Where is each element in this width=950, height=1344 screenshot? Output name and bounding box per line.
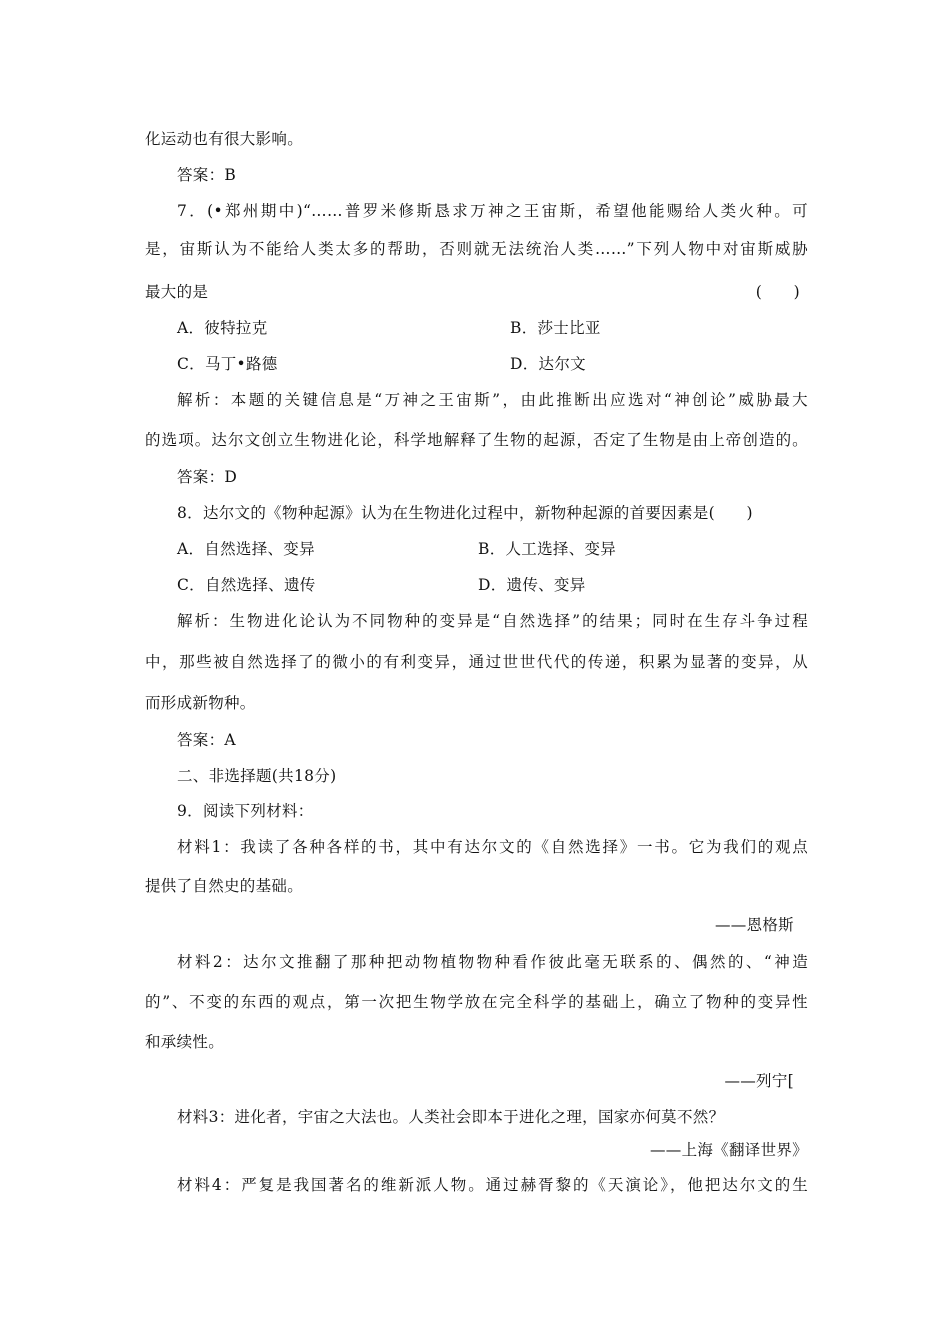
options-row-2 xyxy=(177,575,840,595)
question-9-line-1: 9．阅读下列材料： xyxy=(177,802,314,820)
text-line: 化运动也有很大影响。 xyxy=(145,130,304,148)
explanation-line-2: 中，那些被自然选择了的微小的有利变异，通过世世代代的传递，积累为显著的变异，从 xyxy=(145,653,808,671)
explanation-line-3: 而形成新物种。 xyxy=(145,694,256,712)
option-c: C．自然选择、遗传 xyxy=(177,576,316,594)
explanation-line-2: 的选项。达尔文创立生物进化论，科学地解释了生物的起源，否定了生物是由上帝创造的。 xyxy=(145,431,808,449)
options-row-1 xyxy=(177,539,840,559)
material-3-source: ——上海《翻译世界》 xyxy=(649,1141,808,1159)
answer-line: 答案：B xyxy=(177,166,237,184)
option-c: C．马丁•路德 xyxy=(177,355,278,373)
option-d: D．遗传、变异 xyxy=(478,576,586,594)
option-b: B．莎士比亚 xyxy=(510,319,601,337)
option-a: A．自然选择、变异 xyxy=(177,540,315,558)
material-3-line-1: 材料3：进化者，宇宙之大法也。人类社会即本于进化之理，国家亦何莫不然？ xyxy=(177,1108,725,1126)
option-b: B．人工选择、变异 xyxy=(478,540,617,558)
question-7-line-2: 是，宙斯认为不能给人类太多的帮助，否则就无法统治人类……”下列人物中对宙斯威胁 xyxy=(145,240,808,258)
option-d: D．达尔文 xyxy=(510,355,586,373)
answer-line: 答案：D xyxy=(177,468,238,486)
question-7-line-1: 7．(•郑州期中)“……普罗米修斯恳求万神之王宙斯，希望他能赐给人类火种。可 xyxy=(177,202,808,220)
question-7-stem-end: 最大的是 xyxy=(145,283,209,301)
question-7-line-3 xyxy=(145,282,808,302)
option-a: A．彼特拉克 xyxy=(177,319,268,337)
answer-line: 答案：A xyxy=(177,731,236,749)
answer-bracket: ( ) xyxy=(755,283,800,301)
material-2-line-2: 的”、不变的东西的观点，第一次把生物学放在完全科学的基础上，确立了物种的变异性 xyxy=(145,993,808,1011)
material-4-line-1: 材料4：严复是我国著名的维新派人物。通过赫胥黎的《天演论》，他把达尔文的生 xyxy=(177,1176,808,1194)
material-2-source: ——列宁[ xyxy=(724,1072,794,1090)
options-row-2 xyxy=(177,354,840,374)
material-2-line-3: 和承续性。 xyxy=(145,1033,225,1051)
explanation-line-1: 解析：本题的关键信息是“万神之王宙斯”，由此推断出应选对“神创论”威胁最大 xyxy=(177,391,808,409)
options-row-1 xyxy=(177,318,840,338)
explanation-line-1: 解析：生物进化论认为不同物种的变异是“自然选择”的结果；同时在生存斗争过程 xyxy=(177,612,808,630)
question-8-line-1: 8．达尔文的《物种起源》认为在生物进化过程中，新物种起源的首要因素是( ) xyxy=(177,504,753,522)
material-2-line-1: 材料2：达尔文推翻了那种把动物植物物种看作彼此毫无联系的、偶然的、“神造 xyxy=(177,953,808,971)
material-1-source: ——恩格斯 xyxy=(714,916,794,934)
section-heading: 二、非选择题(共18分) xyxy=(177,767,337,785)
material-1-line-2: 提供了自然史的基础。 xyxy=(145,877,304,895)
material-1-line-1: 材料1：我读了各种各样的书，其中有达尔文的《自然选择》一书。它为我们的观点 xyxy=(177,838,808,856)
